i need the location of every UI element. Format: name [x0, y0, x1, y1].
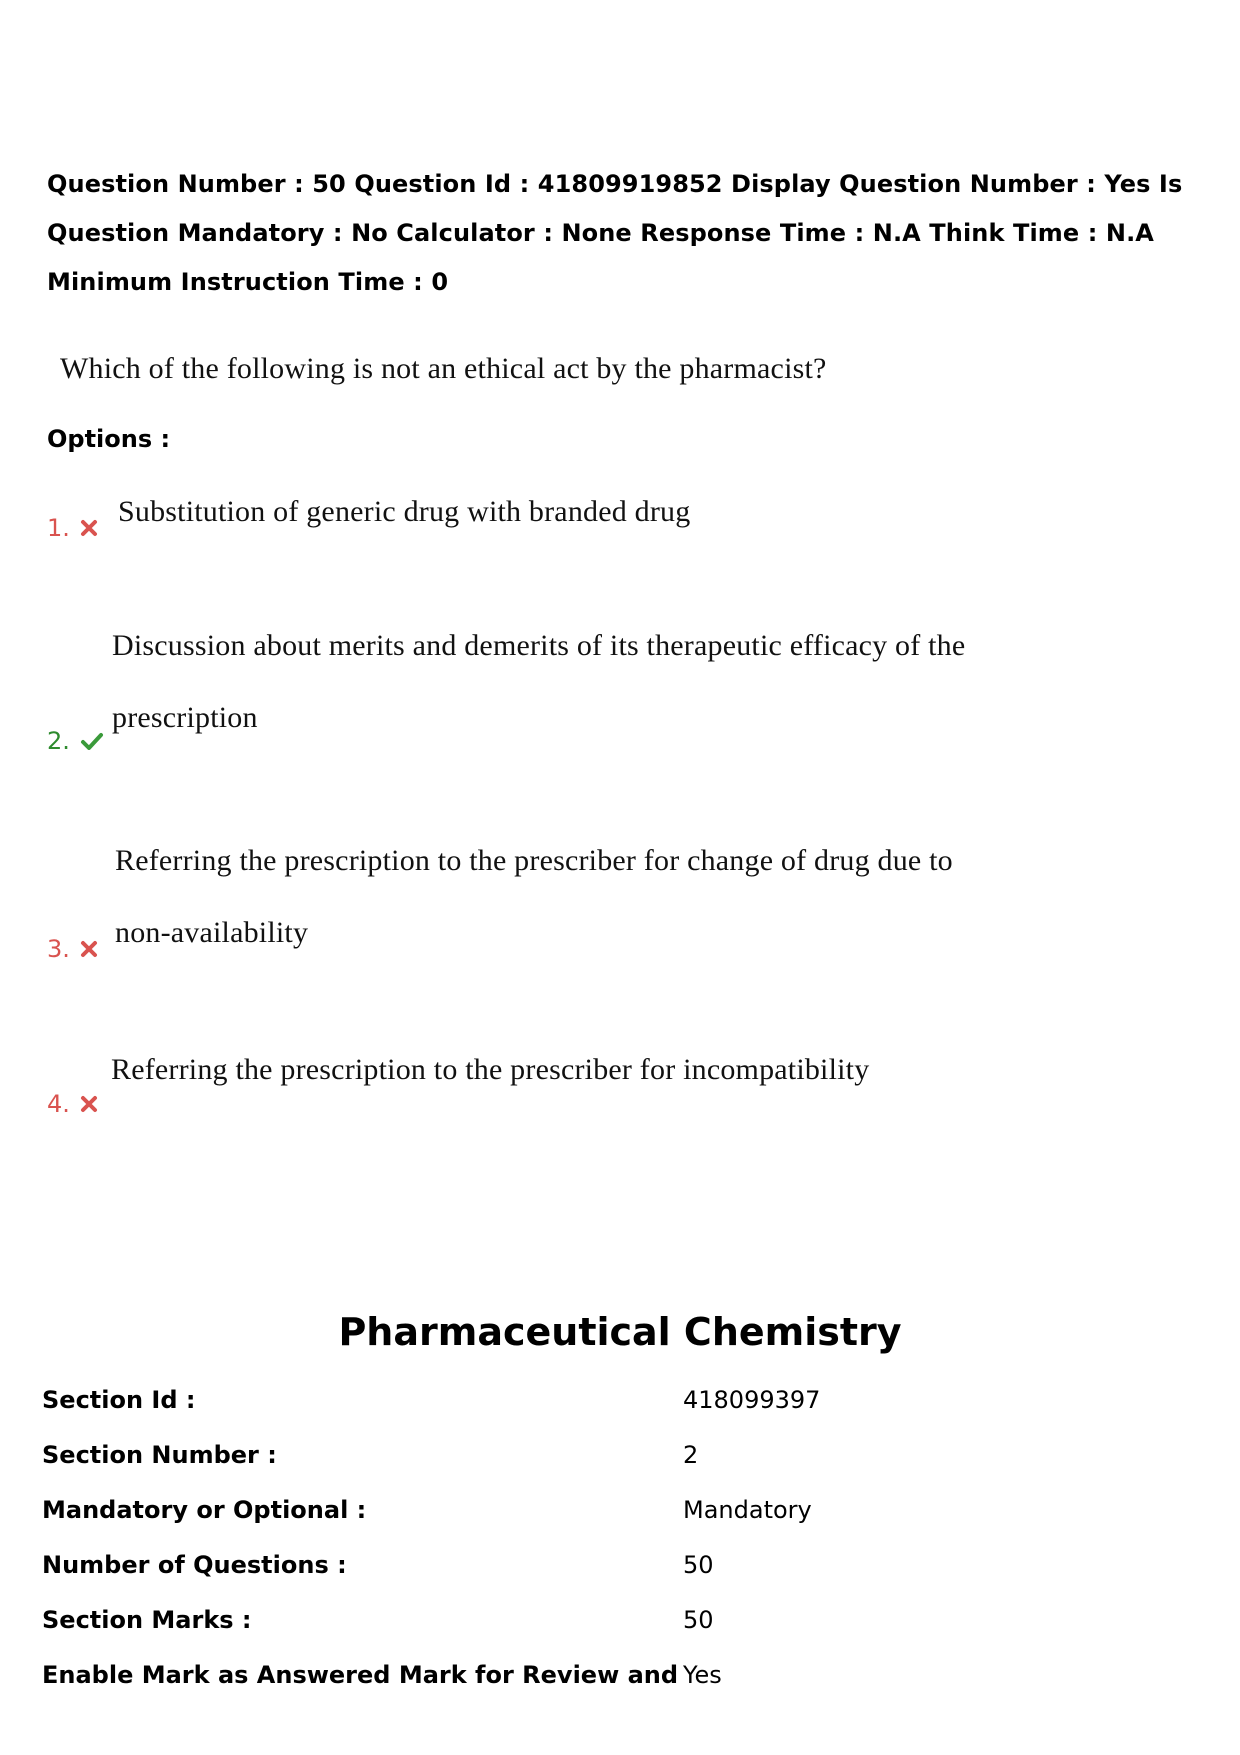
- info-row-enable-mark: [0, 1661, 1240, 1701]
- option-4-number: 4.: [47, 1090, 98, 1118]
- option-1-text: Substitution of generic drug with branded drug: [118, 495, 691, 528]
- section-title: Pharmaceutical Chemistry: [338, 1310, 902, 1354]
- cross-icon: [80, 940, 98, 958]
- option-1-number: 1.: [47, 514, 98, 542]
- options-label: Options :: [47, 425, 171, 453]
- option-2-text: Discussion about merits and demerits of its therapeutic efficacy of the prescription: [112, 629, 966, 734]
- option-3-number: 3.: [47, 935, 98, 963]
- info-label: Number of Questions :: [42, 1551, 347, 1579]
- info-row-section-number: [0, 1441, 1240, 1481]
- info-value: 418099397: [683, 1386, 821, 1414]
- info-value: Mandatory: [683, 1496, 812, 1524]
- question-text: Which of the following is not an ethical act by the pharmacist?: [60, 352, 827, 385]
- info-value: 2: [683, 1441, 699, 1469]
- info-value: 50: [683, 1551, 714, 1579]
- option-2-number: 2.: [47, 727, 104, 755]
- info-label: Section Marks :: [42, 1606, 252, 1634]
- check-icon: [80, 732, 104, 750]
- cross-icon: [80, 1095, 98, 1113]
- option-4-text: Referring the prescription to the prescriber for incompatibility: [111, 1053, 870, 1086]
- info-row-mandatory: [0, 1496, 1240, 1536]
- option-3-text: Referring the prescription to the prescriber for change of drug due to non-availability: [115, 844, 953, 949]
- info-label: Mandatory or Optional :: [42, 1496, 367, 1524]
- info-label: Enable Mark as Answered Mark for Review and: [42, 1661, 679, 1689]
- cross-icon: [80, 519, 98, 537]
- info-label: Section Number :: [42, 1441, 277, 1469]
- info-value: Yes: [683, 1661, 722, 1689]
- info-label: Section Id :: [42, 1386, 196, 1414]
- info-row-section-marks: [0, 1606, 1240, 1646]
- question-metadata: Question Number : 50 Question Id : 41809919852 Display Question Number : Yes Is Question Mandatory : No Calculator : None Response Time : N.A Think Time : N.A Minimum Instruction Time : 0: [47, 170, 1183, 296]
- info-row-number-of-questions: [0, 1551, 1240, 1591]
- info-value: 50: [683, 1606, 714, 1634]
- info-row-section-id: [0, 1386, 1240, 1426]
